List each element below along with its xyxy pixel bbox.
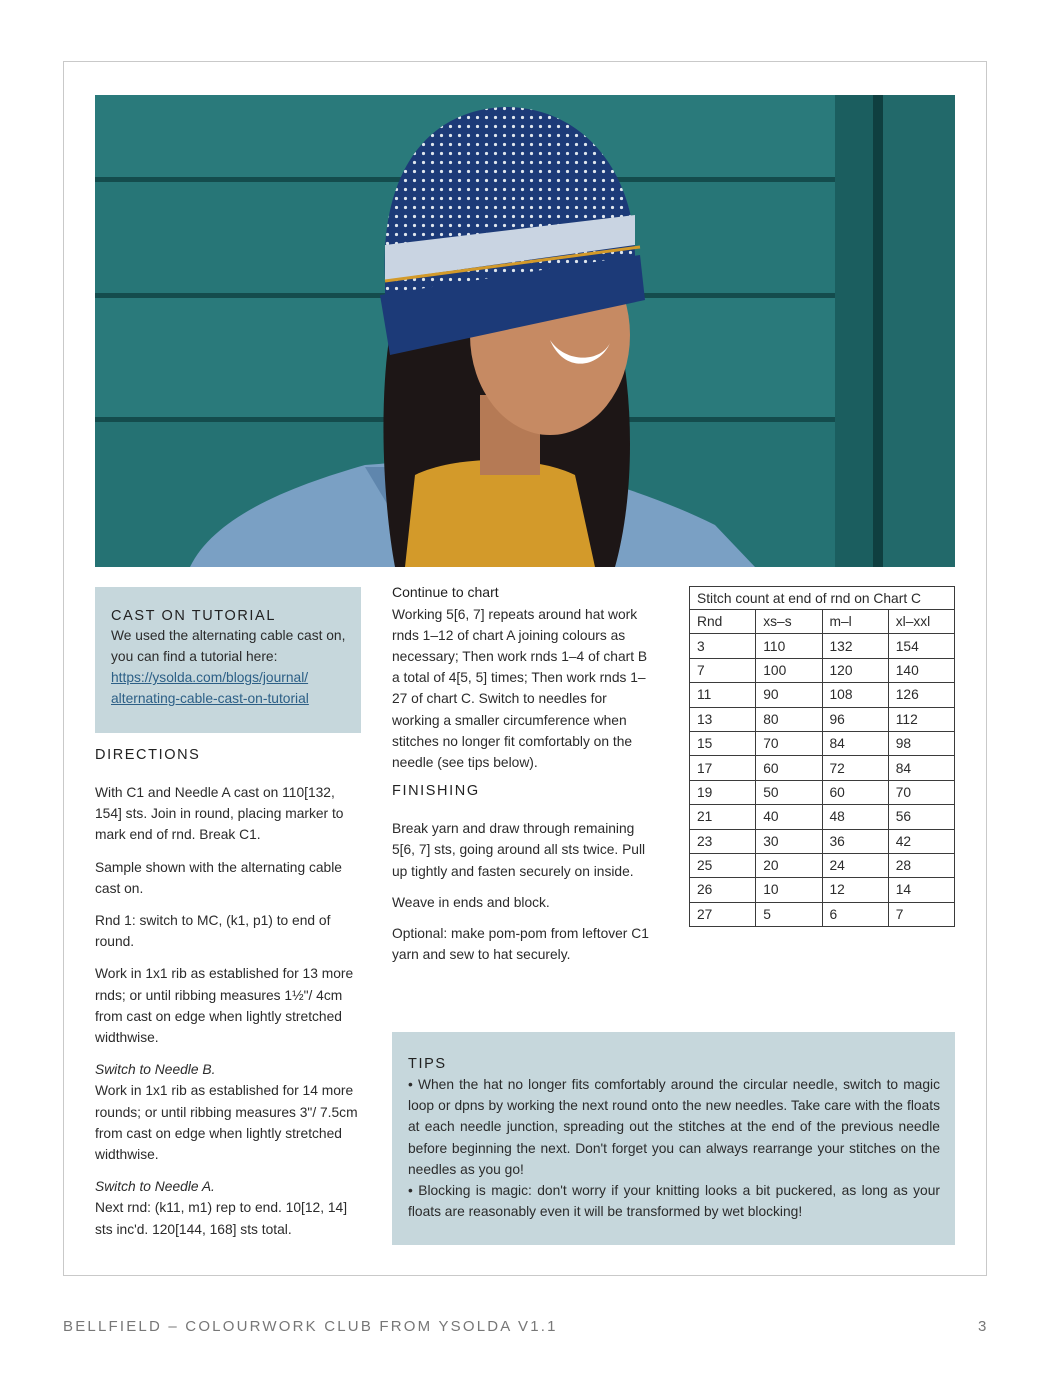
table-row [690, 658, 955, 682]
table-cell: 3 [690, 634, 756, 658]
table-row [690, 878, 955, 902]
table-cell: 108 [822, 683, 888, 707]
table-cell: 90 [756, 683, 822, 707]
table-cell: 110 [756, 634, 822, 658]
directions-paragraph: Work in 1x1 rib as established for 13 more rnds; or until ribbing measures 1½"/ 4cm from cast on edge when lightly stretched widthwise. [95, 966, 354, 1046]
table-cell: 36 [822, 829, 888, 853]
table-cell: 48 [822, 805, 888, 829]
table-cell: 112 [888, 707, 954, 731]
table-header: xl–xxl [888, 610, 954, 634]
table-cell: 12 [822, 878, 888, 902]
table-cell: 11 [690, 683, 756, 707]
table-row [690, 805, 955, 829]
cast-on-title: CAST ON TUTORIAL [111, 608, 276, 624]
table-caption: Stitch count at end of rnd on Chart C [690, 587, 955, 610]
continue-to-chart-subtitle: Continue to chart [392, 584, 499, 600]
table-cell: 96 [822, 707, 888, 731]
table-row [690, 634, 955, 658]
table-row [690, 902, 955, 926]
directions-column [95, 747, 363, 1251]
table-cell: 13 [690, 707, 756, 731]
table-cell: 70 [756, 731, 822, 755]
table-cell: 72 [822, 756, 888, 780]
finishing-title: FINISHING [392, 783, 480, 800]
table-cell: 25 [690, 853, 756, 877]
tutorial-link-line-2[interactable]: alternating-cable-cast-on-tutorial [111, 691, 309, 706]
table-cell: 24 [822, 853, 888, 877]
table-cell: 126 [888, 683, 954, 707]
finishing-paragraph: Weave in ends and block. [392, 894, 550, 910]
directions-paragraph: Sample shown with the alternating cable cast on. [95, 859, 342, 896]
table-row [690, 853, 955, 877]
table-cell: 27 [690, 902, 756, 926]
directions-paragraph: With C1 and Needle A cast on 110[132, 154] sts. Join in round, placing marker to mark end of rnd. Break C1. [95, 785, 344, 843]
table-row [690, 707, 955, 731]
table-cell: 100 [756, 658, 822, 682]
tip-item: • Blocking is magic: don't worry if your knitting looks a bit puckered, as long as your floats are reasonably even it will be transformed by wet blocking! [408, 1183, 940, 1220]
switch-needle-a-note: Switch to Needle A. [95, 1179, 215, 1195]
table-cell: 26 [690, 878, 756, 902]
table-row [690, 780, 955, 804]
photo-illustration [95, 95, 955, 567]
table-cell: 80 [756, 707, 822, 731]
table-cell: 20 [756, 853, 822, 877]
table-cell: 10 [756, 878, 822, 902]
tip-item: • When the hat no longer fits comfortably around the circular needle, switch to magic loop or dpns by working the next round onto the new needles. Take care with the floats at each needle junction, spreading out the stitches at the end of the previous needle before beginning the next. Don't forget you can always rearrange your stitches on the needles as you go! [408, 1077, 940, 1177]
table-header: xs–s [756, 610, 822, 634]
table-cell: 7 [690, 658, 756, 682]
table-row [690, 829, 955, 853]
table-cell: 84 [888, 756, 954, 780]
table-cell: 50 [756, 780, 822, 804]
table-cell: 17 [690, 756, 756, 780]
table-cell: 42 [888, 829, 954, 853]
finishing-paragraph: Optional: make pom-pom from leftover C1 yarn and sew to hat securely. [392, 925, 649, 963]
directions-paragraph: Work in 1x1 rib as established for 14 more rounds; or until ribbing measures 3"/ 7.5cm from cast on edge when lightly stretched widthwise. [95, 1083, 358, 1163]
cast-on-text: We used the alternating cable cast on, you can find a tutorial here: [111, 628, 346, 664]
table-cell: 6 [822, 902, 888, 926]
table-cell: 28 [888, 853, 954, 877]
chart-paragraph: Working 5[6, 7] repeats around hat work rnds 1–12 of chart A joining colours as necessary; Then work rnds 1–4 of chart B a total of 4[5, 5] times; Then work rnds 1–27 of chart C. Switch to needles for working a smaller circumference when stitches no longer fit comfortably on the needle (see tips below). [392, 606, 648, 770]
table-cell: 84 [822, 731, 888, 755]
switch-needle-b-note: Switch to Needle B. [95, 1062, 216, 1078]
table-cell: 23 [690, 829, 756, 853]
table-cell: 14 [888, 878, 954, 902]
directions-paragraph: Rnd 1: switch to MC, (k1, p1) to end of round. [95, 913, 331, 950]
table-header: Rnd [690, 610, 756, 634]
table-cell: 7 [888, 902, 954, 926]
table-row [690, 731, 955, 755]
directions-title: DIRECTIONS [95, 747, 201, 763]
table-cell: 40 [756, 805, 822, 829]
table-cell: 98 [888, 731, 954, 755]
table-header: m–l [822, 610, 888, 634]
table-cell: 70 [888, 780, 954, 804]
chart-finishing-column [392, 582, 654, 975]
table-cell: 30 [756, 829, 822, 853]
table-cell: 140 [888, 658, 954, 682]
tips-box [392, 1032, 955, 1245]
hero-photo [95, 95, 955, 567]
table-cell: 60 [756, 756, 822, 780]
table-cell: 56 [888, 805, 954, 829]
stitch-count-table [689, 586, 955, 927]
finishing-paragraph: Break yarn and draw through remaining 5[6, 7] sts, going around all sts twice. Pull up tightly and fasten securely on inside. [392, 821, 646, 879]
tutorial-link-line-1[interactable]: https://ysolda.com/blogs/journal/ [111, 670, 309, 685]
table-cell: 19 [690, 780, 756, 804]
tips-title: TIPS [408, 1056, 447, 1072]
table-cell: 5 [756, 902, 822, 926]
table-cell: 21 [690, 805, 756, 829]
table-row [690, 683, 955, 707]
table-row [690, 756, 955, 780]
table-header-row [690, 610, 955, 634]
table-cell: 120 [822, 658, 888, 682]
directions-paragraph: Next rnd: (k11, m1) rep to end. 10[12, 14] sts inc'd. 120[144, 168] sts total. [95, 1200, 348, 1237]
table-cell: 15 [690, 731, 756, 755]
footer-title: BELLFIELD – COLOURWORK CLUB FROM YSOLDA V1.1 [63, 1318, 558, 1335]
table-cell: 60 [822, 780, 888, 804]
table-cell: 154 [888, 634, 954, 658]
page-number: 3 [978, 1318, 987, 1335]
cast-on-tutorial-box [95, 587, 361, 733]
table-cell: 132 [822, 634, 888, 658]
